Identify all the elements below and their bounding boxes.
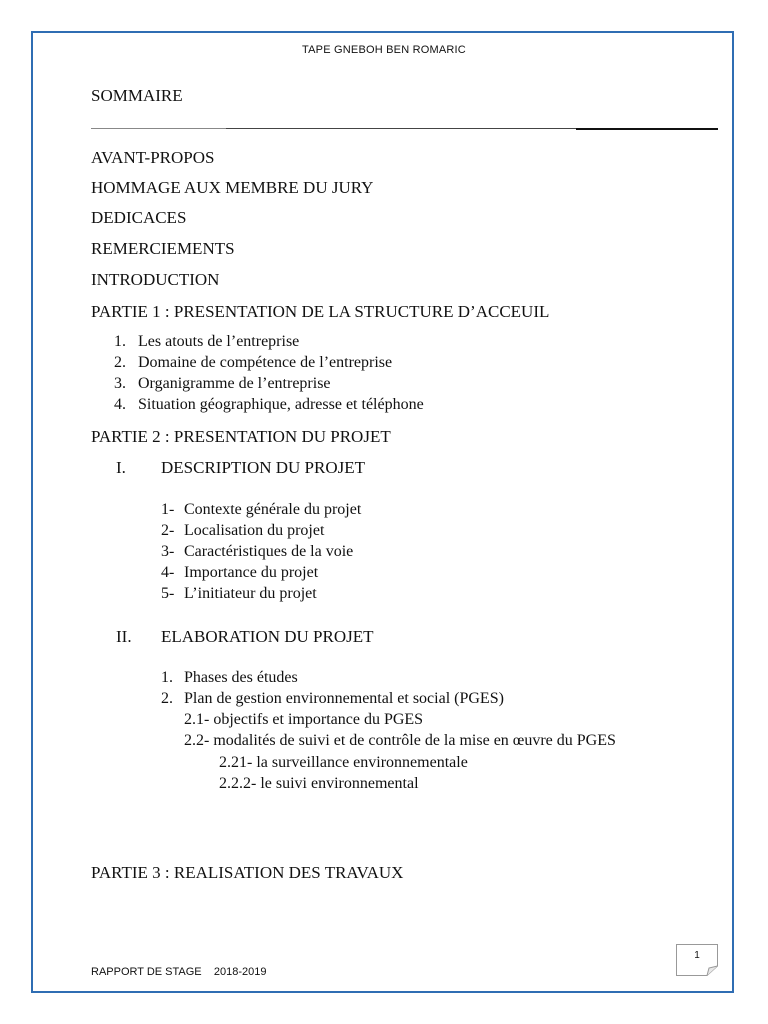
footer-label: RAPPORT DE STAGE xyxy=(91,966,202,978)
partie1-item-3-number: 3. xyxy=(114,375,126,392)
toc-hommage: HOMMAGE AUX MEMBRE DU JURY xyxy=(91,178,374,197)
pges-subitem-1: 2.21- la surveillance environnementale xyxy=(219,754,468,771)
title-rule-middle xyxy=(226,128,576,129)
toc-partie-1: PARTIE 1 : PRESENTATION DE LA STRUCTURE D’ACCEUIL xyxy=(91,302,550,321)
partie1-item-4: Situation géographique, adresse et téléphone xyxy=(138,396,424,413)
section1-item-3: Caractéristiques de la voie xyxy=(184,543,354,560)
section2-item-1-number: 1. xyxy=(161,669,173,686)
section1-item-4: Importance du projet xyxy=(184,564,319,581)
pges-item-2: 2.2- modalités de suivi et de contrôle de la mise en œuvre du PGES xyxy=(184,732,616,749)
partie2-section-1-title: DESCRIPTION DU PROJET xyxy=(161,458,366,477)
section1-item-1-number: 1- xyxy=(161,501,175,518)
partie1-item-3: Organigramme de l’entreprise xyxy=(138,375,331,392)
partie1-item-2: Domaine de compétence de l’entreprise xyxy=(138,354,393,371)
partie1-item-1: Les atouts de l’entreprise xyxy=(138,333,300,350)
toc-remerciements: REMERCIEMENTS xyxy=(91,239,235,258)
page-footer xyxy=(91,966,266,978)
section1-item-1: Contexte générale du projet xyxy=(184,501,362,518)
section1-item-2: Localisation du projet xyxy=(184,522,325,539)
title-rule-right xyxy=(576,128,718,130)
partie1-item-4-number: 4. xyxy=(114,396,126,413)
page-title: SOMMAIRE xyxy=(91,86,183,105)
section1-item-2-number: 2- xyxy=(161,522,175,539)
partie1-item-1-number: 1. xyxy=(114,333,126,350)
footer-year: 2018-2019 xyxy=(213,966,267,978)
section2-item-2-number: 2. xyxy=(161,690,173,707)
section1-item-5: L’initiateur du projet xyxy=(184,585,317,602)
page-number: 1 xyxy=(694,950,700,961)
pges-subitem-2: 2.2.2- le suivi environnemental xyxy=(219,775,419,792)
section2-item-1: Phases des études xyxy=(184,669,298,686)
section1-item-5-number: 5- xyxy=(161,585,175,602)
section1-item-4-number: 4- xyxy=(161,564,175,581)
toc-avant-propos: AVANT-PROPOS xyxy=(91,148,215,167)
partie2-section-2-number: II. xyxy=(116,627,132,646)
page-header-author: TAPE GNEBOH BEN ROMARIC xyxy=(302,44,466,56)
toc-partie-3: PARTIE 3 : REALISATION DES TRAVAUX xyxy=(91,863,404,882)
toc-introduction: INTRODUCTION xyxy=(91,270,220,289)
page-number-box xyxy=(676,944,718,976)
partie2-section-2-title: ELABORATION DU PROJET xyxy=(161,627,374,646)
toc-dedicaces: DEDICACES xyxy=(91,208,187,227)
partie1-item-2-number: 2. xyxy=(114,354,126,371)
page-border xyxy=(31,31,734,993)
partie2-section-1-number: I. xyxy=(116,458,126,477)
section2-item-2: Plan de gestion environnemental et social (PGES) xyxy=(184,690,504,707)
title-rule-left xyxy=(91,128,226,129)
section1-item-3-number: 3- xyxy=(161,543,175,560)
toc-partie-2: PARTIE 2 : PRESENTATION DU PROJET xyxy=(91,427,391,446)
pges-item-1: 2.1- objectifs et importance du PGES xyxy=(184,711,424,728)
